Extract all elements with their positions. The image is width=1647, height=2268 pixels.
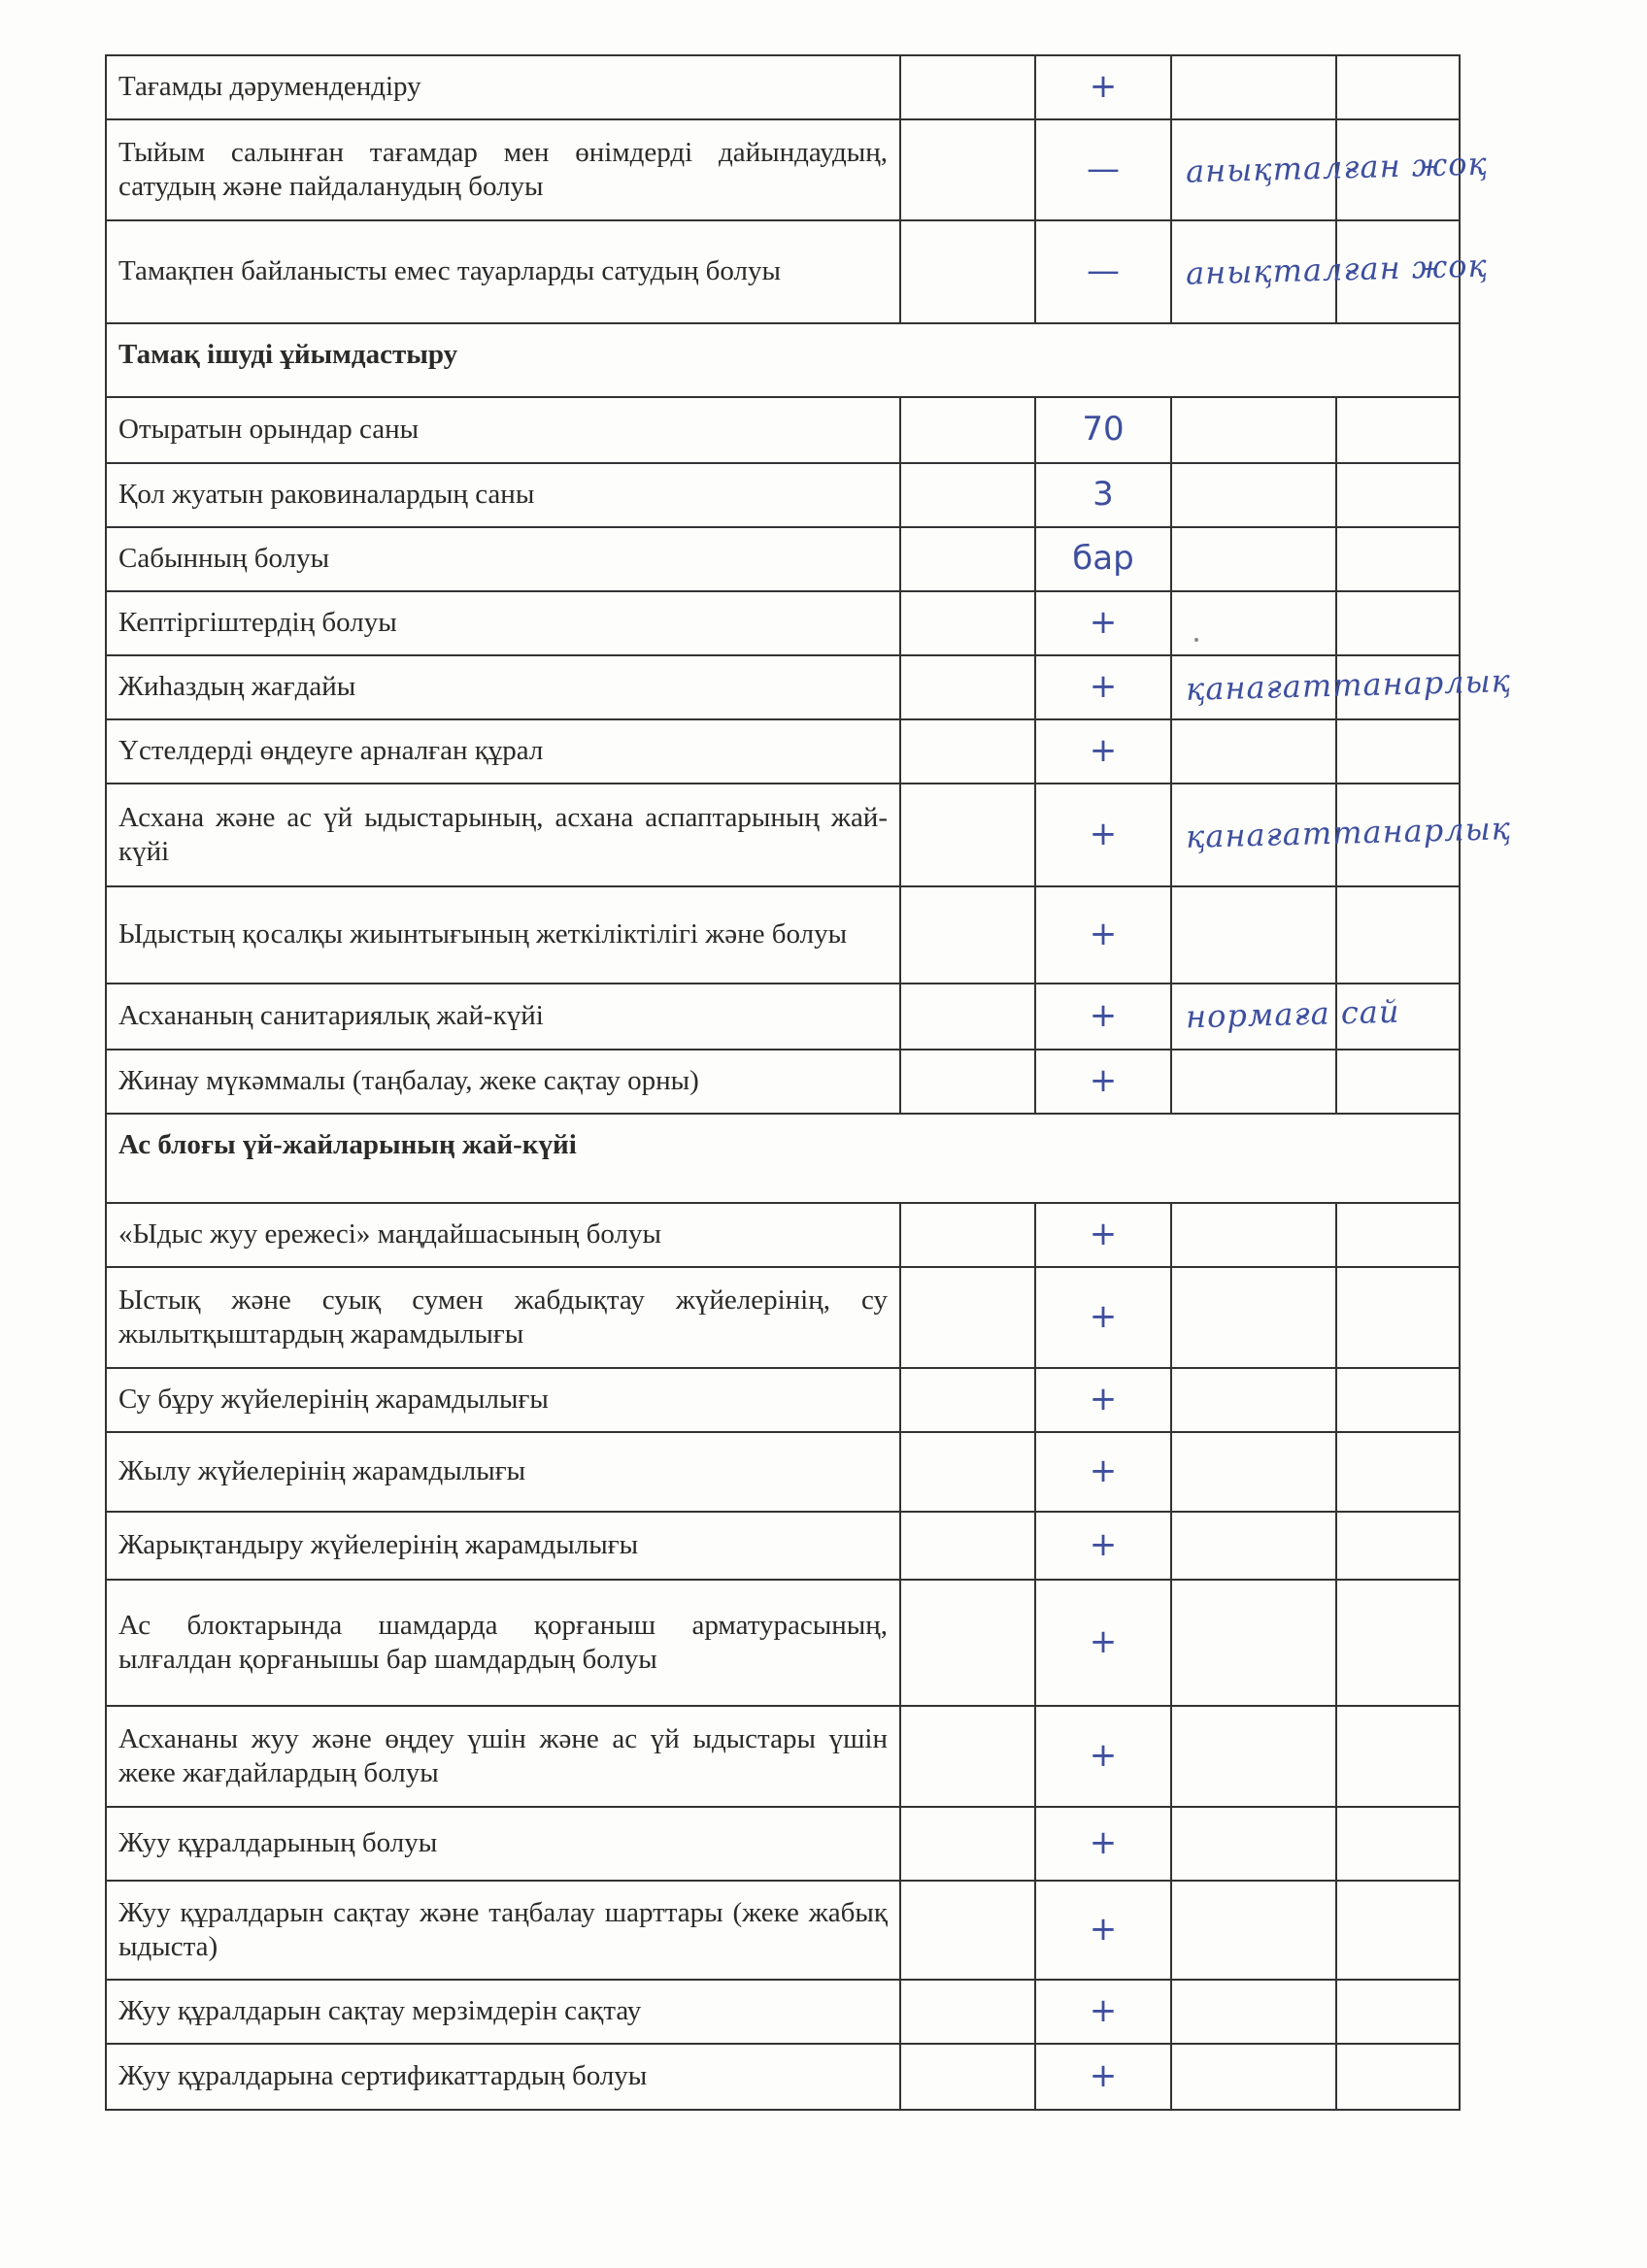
empty-cell bbox=[900, 719, 1035, 784]
note-cell bbox=[1171, 886, 1336, 984]
note-cell bbox=[1171, 719, 1336, 784]
empty-cell bbox=[900, 397, 1035, 463]
section-header-row bbox=[106, 323, 1460, 397]
handwritten-mark: — bbox=[1035, 119, 1171, 220]
handwritten-mark: — bbox=[1035, 220, 1171, 323]
criterion-label: Асхана және ас үй ыдыстарының, асхана аспаптарының жай-күйі bbox=[106, 784, 900, 886]
note-cell bbox=[1171, 784, 1512, 886]
empty-cell bbox=[1336, 1512, 1460, 1580]
criterion-label: Ас блоктарында шамдарда қорғаныш арматурасының, ылғалдан қорғанышы бар шамдардың болуы bbox=[106, 1580, 900, 1706]
note-cell bbox=[1171, 463, 1336, 527]
empty-cell bbox=[1336, 397, 1460, 463]
handwritten-mark: + bbox=[1035, 1706, 1171, 1807]
section-title: Ас блоғы үй-жайларының жай-күйі bbox=[106, 1114, 1460, 1203]
criterion-label: Жиһаздың жағдайы bbox=[106, 655, 900, 719]
criterion-label: Тыйым салынған тағамдар мен өнімдерді дайындаудың, сатудың және пайдаланудың болуы bbox=[106, 119, 900, 220]
empty-cell bbox=[1336, 1881, 1460, 1980]
section-header-row bbox=[106, 1114, 1460, 1203]
empty-cell bbox=[1336, 591, 1460, 655]
handwritten-mark: + bbox=[1035, 886, 1171, 984]
handwritten-mark: + bbox=[1035, 2044, 1171, 2110]
note-cell bbox=[1171, 220, 1489, 323]
empty-cell bbox=[1336, 463, 1460, 527]
empty-cell bbox=[1336, 1807, 1460, 1881]
note-cell bbox=[1171, 119, 1489, 220]
handwritten-mark: + bbox=[1035, 591, 1171, 655]
table-row bbox=[106, 1881, 1460, 1980]
handwritten-mark: + bbox=[1035, 655, 1171, 719]
table-row bbox=[106, 719, 1460, 784]
empty-cell bbox=[1336, 1980, 1460, 2044]
empty-cell bbox=[1336, 1580, 1460, 1706]
inspection-table-body bbox=[106, 55, 1512, 2110]
note-cell bbox=[1171, 1980, 1336, 2044]
table-row bbox=[106, 55, 1460, 119]
criterion-label: Тамақпен байланысты емес тауарларды сатудың болуы bbox=[106, 220, 900, 323]
empty-cell bbox=[900, 784, 1035, 886]
note-cell bbox=[1171, 1432, 1336, 1512]
table-row bbox=[106, 119, 1460, 220]
handwritten-note: нормаға сай bbox=[1185, 992, 1400, 1036]
criterion-label: Отыратын орындар саны bbox=[106, 397, 900, 463]
empty-cell bbox=[900, 220, 1035, 323]
empty-cell bbox=[1336, 527, 1460, 591]
handwritten-mark: + bbox=[1035, 1580, 1171, 1706]
empty-cell bbox=[900, 1706, 1035, 1807]
empty-cell bbox=[1336, 719, 1460, 784]
table-row bbox=[106, 1432, 1460, 1512]
table-row bbox=[106, 397, 1460, 463]
note-cell bbox=[1171, 1807, 1336, 1881]
note-cell bbox=[1171, 1203, 1336, 1267]
empty-cell bbox=[900, 1580, 1035, 1706]
handwritten-mark: + bbox=[1035, 984, 1171, 1050]
empty-cell bbox=[900, 886, 1035, 984]
handwritten-mark: + bbox=[1035, 784, 1171, 886]
note-cell bbox=[1171, 1580, 1336, 1706]
table-row bbox=[106, 1050, 1460, 1114]
empty-cell bbox=[1336, 2044, 1460, 2110]
note-cell bbox=[1171, 2044, 1336, 2110]
empty-cell bbox=[900, 55, 1035, 119]
empty-cell bbox=[900, 527, 1035, 591]
handwritten-mark: + bbox=[1035, 719, 1171, 784]
criterion-label: «Ыдыс жуу ережесі» маңдайшасының болуы bbox=[106, 1203, 900, 1267]
table-row bbox=[106, 2044, 1460, 2110]
criterion-label: Жылу жүйелерінің жарамдылығы bbox=[106, 1432, 900, 1512]
empty-cell bbox=[1336, 1706, 1460, 1807]
empty-cell bbox=[1336, 1368, 1460, 1432]
handwritten-mark: + bbox=[1035, 1432, 1171, 1512]
empty-cell bbox=[900, 1881, 1035, 1980]
table-row bbox=[106, 1368, 1460, 1432]
empty-cell bbox=[1336, 1050, 1460, 1114]
ink-dot bbox=[1194, 638, 1198, 642]
table-row bbox=[106, 1203, 1460, 1267]
table-row bbox=[106, 1580, 1460, 1706]
criterion-label: Жуу құралдарын сақтау және таңбалау шарттары (жеке жабық ыдыста) bbox=[106, 1881, 900, 1980]
handwritten-mark: 3 bbox=[1035, 463, 1171, 527]
criterion-label: Кептіргіштердің болуы bbox=[106, 591, 900, 655]
handwritten-mark: + bbox=[1035, 1368, 1171, 1432]
table-row bbox=[106, 1267, 1460, 1368]
note-cell bbox=[1171, 1881, 1336, 1980]
table-row bbox=[106, 527, 1460, 591]
note-cell bbox=[1171, 1368, 1336, 1432]
empty-cell bbox=[900, 2044, 1035, 2110]
empty-cell bbox=[1336, 1203, 1460, 1267]
handwritten-mark: + bbox=[1035, 1807, 1171, 1881]
empty-cell bbox=[1336, 886, 1460, 984]
table-row bbox=[106, 1706, 1460, 1807]
empty-cell bbox=[900, 1368, 1035, 1432]
inspection-table bbox=[105, 54, 1512, 2111]
note-cell bbox=[1171, 591, 1336, 655]
handwritten-mark: + bbox=[1035, 1512, 1171, 1580]
handwritten-mark: + bbox=[1035, 1881, 1171, 1980]
table-row bbox=[106, 591, 1460, 655]
empty-cell bbox=[900, 119, 1035, 220]
criterion-label: Асхананы жуу және өңдеу үшін және ас үй ыдыстары үшін жеке жағдайлардың болуы bbox=[106, 1706, 900, 1807]
table-row bbox=[106, 1512, 1460, 1580]
empty-cell bbox=[900, 984, 1035, 1050]
note-cell bbox=[1171, 1512, 1336, 1580]
table-row bbox=[106, 984, 1460, 1050]
criterion-label: Сабынның болуы bbox=[106, 527, 900, 591]
table-row bbox=[106, 1980, 1460, 2044]
criterion-label: Жуу құралдарын сақтау мерзімдерін сақтау bbox=[106, 1980, 900, 2044]
empty-cell bbox=[900, 655, 1035, 719]
section-title: Тамақ ішуді ұйымдастыру bbox=[106, 323, 1460, 397]
criterion-label: Су бұру жүйелерінің жарамдылығы bbox=[106, 1368, 900, 1432]
criterion-label: Ыстық және суық сумен жабдықтау жүйелерінің, су жылытқыштардың жарамдылығы bbox=[106, 1267, 900, 1368]
note-cell bbox=[1171, 1050, 1336, 1114]
note-cell bbox=[1171, 527, 1336, 591]
empty-cell bbox=[900, 1512, 1035, 1580]
empty-cell bbox=[1336, 55, 1460, 119]
criterion-label: Асхананың санитариялық жай-күйі bbox=[106, 984, 900, 1050]
handwritten-note: анықталған жоқ bbox=[1185, 145, 1489, 190]
table-row bbox=[106, 463, 1460, 527]
empty-cell bbox=[900, 1203, 1035, 1267]
handwritten-note: қанағаттанарлық bbox=[1185, 810, 1512, 855]
handwritten-mark: + bbox=[1035, 1267, 1171, 1368]
note-cell bbox=[1171, 1267, 1336, 1368]
empty-cell bbox=[900, 1267, 1035, 1368]
table-row bbox=[106, 784, 1460, 886]
criterion-label: Үстелдерді өңдеуге арналған құрал bbox=[106, 719, 900, 784]
table-row bbox=[106, 655, 1460, 719]
empty-cell bbox=[900, 463, 1035, 527]
note-cell bbox=[1171, 397, 1336, 463]
criterion-label: Жуу құралдарының болуы bbox=[106, 1807, 900, 1881]
note-cell bbox=[1171, 984, 1400, 1050]
note-cell bbox=[1171, 55, 1336, 119]
table-row bbox=[106, 220, 1460, 323]
handwritten-mark: + bbox=[1035, 55, 1171, 119]
empty-cell bbox=[900, 591, 1035, 655]
empty-cell bbox=[1336, 1267, 1460, 1368]
handwritten-note: қанағаттанарлық bbox=[1185, 662, 1512, 708]
handwritten-mark: + bbox=[1035, 1980, 1171, 2044]
handwritten-mark: + bbox=[1035, 1050, 1171, 1114]
note-cell bbox=[1171, 655, 1512, 719]
handwritten-mark: 70 bbox=[1035, 397, 1171, 463]
empty-cell bbox=[900, 1432, 1035, 1512]
handwritten-mark: бар bbox=[1035, 527, 1171, 591]
table-row bbox=[106, 886, 1460, 984]
criterion-label: Ыдыстың қосалқы жиынтығының жеткіліктілігі және болуы bbox=[106, 886, 900, 984]
criterion-label: Жуу құралдарына сертификаттардың болуы bbox=[106, 2044, 900, 2110]
handwritten-mark: + bbox=[1035, 1203, 1171, 1267]
empty-cell bbox=[1336, 1432, 1460, 1512]
criterion-label: Жинау мүкәммалы (таңбалау, жеке сақтау орны) bbox=[106, 1050, 900, 1114]
handwritten-note: анықталған жоқ bbox=[1185, 247, 1489, 292]
empty-cell bbox=[900, 1050, 1035, 1114]
criterion-label: Жарықтандыру жүйелерінің жарамдылығы bbox=[106, 1512, 900, 1580]
criterion-label: Тағамды дәрумендендіру bbox=[106, 55, 900, 119]
empty-cell bbox=[900, 1980, 1035, 2044]
note-cell bbox=[1171, 1706, 1336, 1807]
table-row bbox=[106, 1807, 1460, 1881]
empty-cell bbox=[900, 1807, 1035, 1881]
criterion-label: Қол жуатын раковиналардың саны bbox=[106, 463, 900, 527]
